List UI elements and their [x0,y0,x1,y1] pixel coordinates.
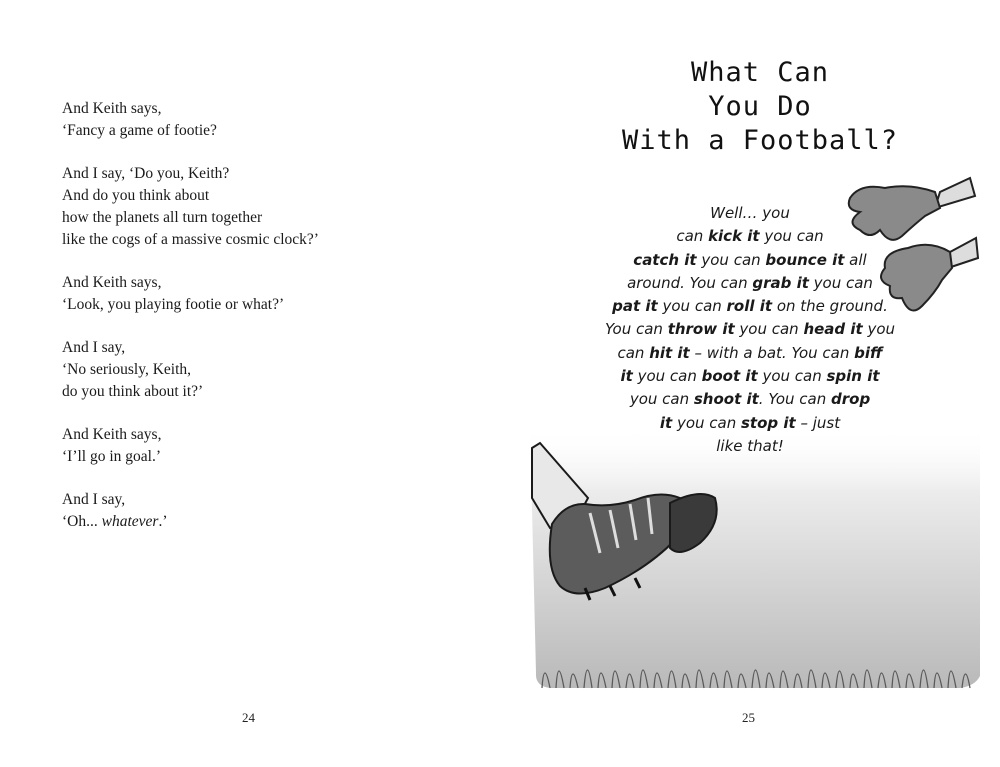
stanza [62,272,462,316]
poem-emphasis: whatever [101,513,159,530]
action-phrase: pat it [612,297,658,316]
action-phrase: hit it [649,343,690,362]
action-phrase: spin it [826,367,880,386]
right-page [500,0,1000,767]
page-number: 24 [242,710,255,725]
action-phrase: kick it [708,227,760,246]
line-segment: you can [759,227,824,246]
stanza [62,98,462,142]
line-segment: you can [808,273,873,292]
line-segment: you can [757,367,827,386]
line-segment: you can [629,390,694,409]
line-segment: on the ground. [772,297,888,316]
poem-line [605,249,895,272]
line-segment: you can [734,320,804,339]
poem-line-start: ‘Oh... [62,513,102,530]
poem-line: how the planets all turn together [62,209,263,226]
line-segment: You can [605,320,668,339]
line-segment: – just [795,413,841,432]
poem-line: And Keith says, [62,100,162,117]
stanza [62,337,462,403]
title-line: You Do [708,91,812,122]
poem-line: And Keith says, [62,426,162,443]
action-phrase: catch it [633,250,697,269]
line-segment: you can [657,297,727,316]
action-phrase: roll it [726,297,773,316]
poem-line: And do you think about [62,187,210,204]
action-phrase: head it [803,320,863,339]
poem-line: do you think about it?’ [62,383,204,400]
page-number: 25 [742,710,755,725]
line-segment: Well… you [710,204,790,222]
poem-line [605,342,895,365]
line-segment: you can [672,413,741,432]
line-segment: can [617,343,650,362]
poem-line: ‘I’ll go in goal.’ [62,448,162,465]
action-phrase: bounce it [765,250,845,269]
line-segment: you can [696,250,766,269]
poem-line: And I say, [62,339,126,356]
action-phrase: shoot it [693,390,759,409]
poem-line [605,412,895,435]
action-phrase: stop it [741,413,796,432]
action-phrase: throw it [667,320,735,339]
poem-line: ‘Look, you playing footie or what?’ [62,296,285,313]
stanza [62,163,462,251]
poem-text [62,98,462,554]
poem-line: And I say, ‘Do you, Keith? [62,165,230,182]
poem-line [605,388,895,411]
poem-line [605,272,895,295]
action-phrase: grab it [752,273,809,292]
football-poem-text [605,202,895,458]
poem-line: like the cogs of a massive cosmic clock?’ [62,231,319,248]
poem-line [605,318,895,341]
poem-line: And Keith says, [62,274,162,291]
line-segment: . You can [758,390,831,409]
line-segment: around. You can [627,273,753,292]
title-line: With a Football? [621,125,899,156]
action-phrase: it [620,367,633,386]
poem-line [605,365,895,388]
line-segment: can [676,227,709,246]
poem-line: ‘No seriously, Keith, [62,361,192,378]
poem-line [605,295,895,318]
poem-line: ‘Fancy a game of footie? [62,122,217,139]
line-segment: – with a bat. You can [689,343,855,362]
poem-line [605,435,895,458]
action-phrase: it [659,413,673,432]
action-phrase: biff [854,343,883,362]
poem-line-end: .’ [158,513,168,530]
poem-title [600,56,920,158]
poem-line [62,511,462,533]
stanza [62,489,462,533]
stanza [62,424,462,468]
poem-line [605,225,895,248]
line-segment: all [844,250,867,269]
poem-line [605,202,895,225]
action-phrase: drop [831,390,871,409]
action-phrase: boot it [701,367,758,386]
line-segment: you can [632,367,702,386]
title-line: What Can [690,57,830,88]
line-segment: you [862,320,896,339]
poem-line: And I say, [62,491,126,508]
line-segment: like that! [716,436,784,455]
